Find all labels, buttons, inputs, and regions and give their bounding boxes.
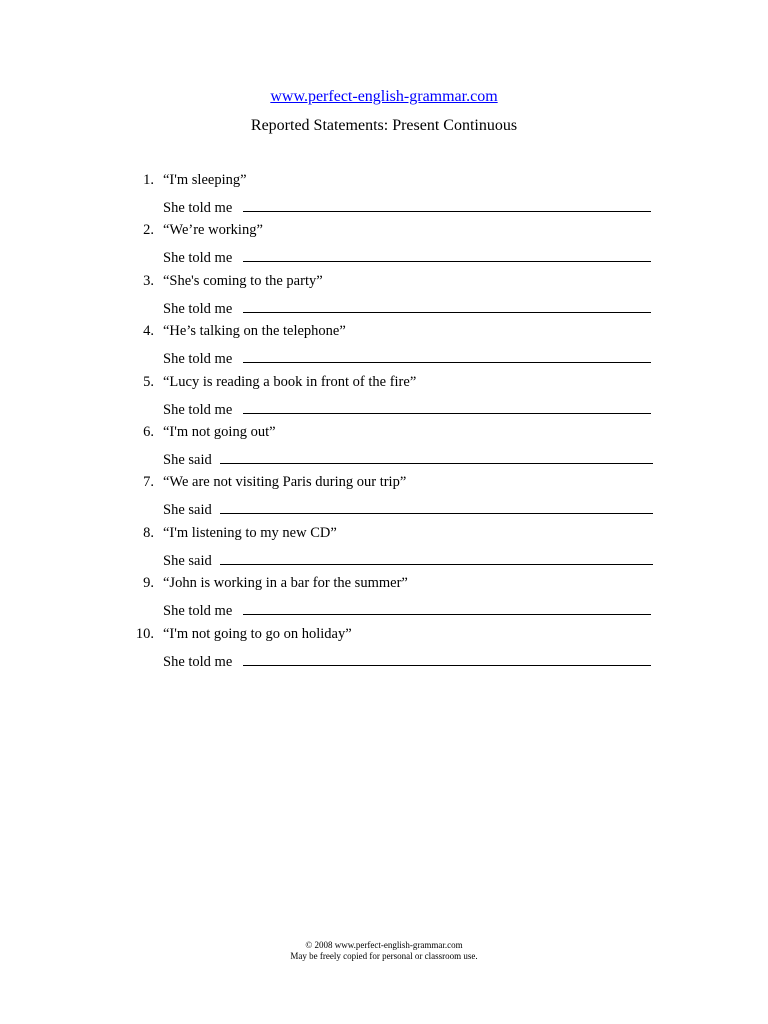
question-item xyxy=(0,472,768,522)
answer-prompt: She told me xyxy=(163,300,233,317)
answer-row xyxy=(163,195,651,218)
question-number: 10. xyxy=(135,625,154,642)
answer-prompt: She told me xyxy=(163,250,233,267)
answer-row xyxy=(163,397,651,420)
footer-license: May be freely copied for personal or classroom use. xyxy=(290,951,478,961)
question-quote: “She's coming to the party” xyxy=(163,272,323,289)
question-quote: “I'm listening to my new CD” xyxy=(163,524,337,541)
question-quote: “I'm sleeping” xyxy=(163,172,247,188)
answer-row xyxy=(163,548,653,571)
question-number: 7. xyxy=(143,474,154,491)
question-number: 3. xyxy=(143,272,154,289)
answer-row xyxy=(163,447,653,470)
answer-row xyxy=(163,649,651,672)
question-list xyxy=(0,170,768,674)
question-item xyxy=(0,220,768,270)
answer-prompt: She told me xyxy=(163,200,233,216)
answer-prompt: She said xyxy=(163,502,212,519)
question-quote: “I'm not going out” xyxy=(163,423,276,440)
site-link[interactable]: www.perfect-english-grammar.com xyxy=(270,88,498,105)
answer-blank[interactable] xyxy=(243,296,651,313)
answer-blank[interactable] xyxy=(243,598,651,615)
question-item xyxy=(0,573,768,623)
question-item xyxy=(0,271,768,321)
question-quote: “We are not visiting Paris during our trip” xyxy=(163,474,407,491)
answer-row xyxy=(163,598,651,621)
question-item xyxy=(0,523,768,573)
question-quote: “He’s talking on the telephone” xyxy=(163,323,346,340)
answer-prompt: She told me xyxy=(163,653,233,670)
answer-row xyxy=(163,497,653,520)
question-number: 9. xyxy=(143,575,154,592)
question-item xyxy=(0,321,768,371)
answer-prompt: She told me xyxy=(163,401,233,418)
answer-row xyxy=(163,245,651,268)
question-item xyxy=(0,170,768,220)
answer-prompt: She told me xyxy=(163,603,233,620)
question-number: 4. xyxy=(143,323,154,340)
answer-blank[interactable] xyxy=(243,649,651,666)
question-quote: “Lucy is reading a book in front of the fire” xyxy=(163,373,417,390)
question-quote: “We’re working” xyxy=(163,222,263,239)
question-item xyxy=(0,624,768,674)
answer-blank[interactable] xyxy=(243,195,651,212)
answer-prompt: She said xyxy=(163,451,212,468)
footer-copyright: © 2008 www.perfect-english-grammar.com xyxy=(305,940,463,950)
page-title: Reported Statements: Present Continuous xyxy=(250,117,518,134)
answer-blank[interactable] xyxy=(220,548,653,565)
answer-blank[interactable] xyxy=(220,447,653,464)
answer-blank[interactable] xyxy=(243,397,651,414)
answer-prompt: She said xyxy=(163,552,212,569)
question-number: 2. xyxy=(143,222,154,239)
footer xyxy=(0,940,768,962)
question-number: 5. xyxy=(143,373,154,390)
question-number: 8. xyxy=(143,524,154,541)
answer-blank[interactable] xyxy=(220,497,653,514)
question-item xyxy=(0,372,768,422)
answer-blank[interactable] xyxy=(243,245,651,262)
answer-prompt: She told me xyxy=(163,351,233,368)
question-number: 6. xyxy=(143,423,154,440)
answer-blank[interactable] xyxy=(243,346,651,363)
question-item xyxy=(0,422,768,472)
question-quote: “John is working in a bar for the summer” xyxy=(163,575,408,592)
answer-row xyxy=(163,296,651,319)
answer-row xyxy=(163,346,651,369)
question-number: 1. xyxy=(143,172,154,188)
question-quote: “I'm not going to go on holiday” xyxy=(163,625,352,642)
